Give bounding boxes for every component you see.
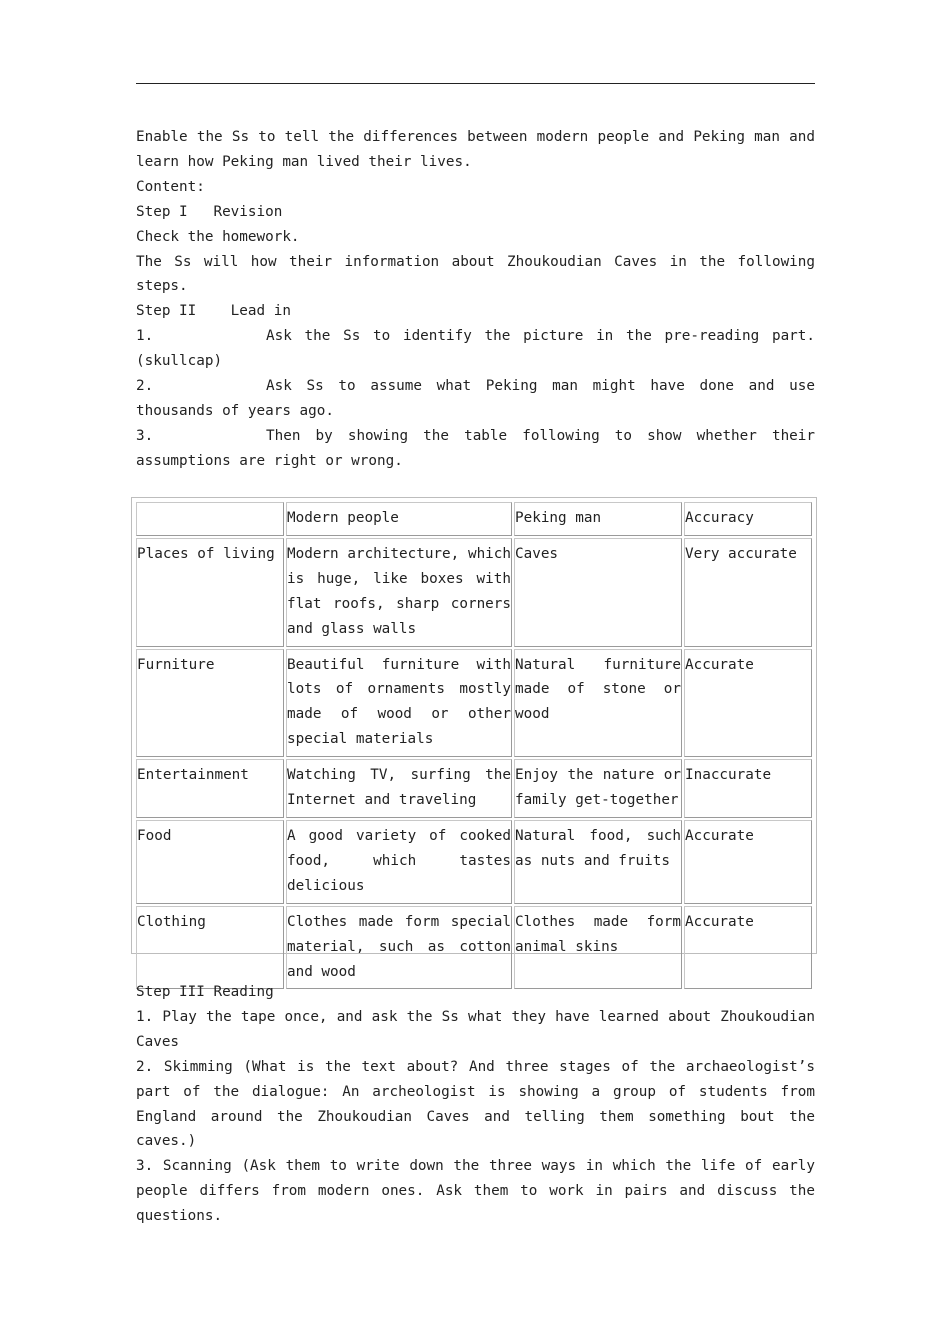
lesson-intro xyxy=(136,125,815,474)
lead-item: 3. Then by showing the table following to show whether their assumptions are right or wrong. xyxy=(136,427,815,469)
table-cell: Enjoy the nature or family get-together xyxy=(514,759,682,818)
table-cell: Beautiful furniture with lots of ornaments mostly made of wood or other special materials xyxy=(286,649,512,758)
step1-line2: The Ss will how their information about Zhoukoudian Caves in the following steps. xyxy=(136,253,815,295)
table-cell: A good variety of cooked food, which tastes delicious xyxy=(286,820,512,904)
table-cell: Accurate xyxy=(684,649,812,758)
table-cell: Accurate xyxy=(684,820,812,904)
table-cell: Watching TV, surfing the Internet and traveling xyxy=(286,759,512,818)
table-cell: Inaccurate xyxy=(684,759,812,818)
header-rule xyxy=(136,83,815,84)
table-header-row xyxy=(136,502,812,536)
reading-item: 3. Scanning (Ask them to write down the three ways in which the life of early people differs from modern ones. Ask them to work in pairs and discuss the questions. xyxy=(136,1158,815,1225)
table-row xyxy=(136,538,812,647)
step2-title: Step II Lead in xyxy=(136,303,291,320)
lead-item: 2. Ask Ss to assume what Peking man might have done and use thousands of years ago. xyxy=(136,378,815,419)
table-cell: Clothing xyxy=(136,906,284,990)
table-cell: Places of living xyxy=(136,538,284,647)
lead-item: 1. Ask the Ss to identify the picture in the pre-reading part. (skullcap) xyxy=(136,328,815,370)
table-cell: Natural food, such as nuts and fruits xyxy=(514,820,682,904)
table-cell: Clothes made form animal skins xyxy=(514,906,682,990)
step1-line1: Check the homework. xyxy=(136,228,300,245)
header-cell xyxy=(136,502,284,536)
header-cell: Modern people xyxy=(286,502,512,536)
reading-item: 1. Play the tape once, and ask the Ss what they have learned about Zhoukoudian Caves xyxy=(136,1008,815,1050)
reading-item: 2. Skimming (What is the text about? And three stages of the archaeologist’s part of the dialogue: An archeologist is showing a group of students from England around the Zhoukoudian Caves and telling them something bout the caves.) xyxy=(136,1058,815,1150)
reading-section xyxy=(136,980,815,1229)
header-cell: Accuracy xyxy=(684,502,812,536)
header-cell: Peking man xyxy=(514,502,682,536)
table-row xyxy=(136,906,812,990)
table-cell: Very accurate xyxy=(684,538,812,647)
comparison-table xyxy=(131,497,817,980)
table-cell: Furniture xyxy=(136,649,284,758)
table-cell: Accurate xyxy=(684,906,812,990)
table-cell: Modern architecture, which is huge, like boxes with flat roofs, sharp corners and glass walls xyxy=(286,538,512,647)
table-row xyxy=(136,820,812,904)
table-cell: Entertainment xyxy=(136,759,284,818)
table-cell: Natural furniture made of stone or wood xyxy=(514,649,682,758)
table-cell: Clothes made form special material, such as cotton and wood xyxy=(286,906,512,990)
table-row xyxy=(136,759,812,818)
objective-text: Enable the Ss to tell the differences between modern people and Peking man and learn how Peking man lived their lives. xyxy=(136,129,815,170)
content-label: Content: xyxy=(136,178,205,195)
table-row xyxy=(136,649,812,758)
step1-title: Step I Revision xyxy=(136,203,283,220)
table-cell: Caves xyxy=(514,538,682,647)
step3-title: Step III Reading xyxy=(136,984,274,1000)
table-cell: Food xyxy=(136,820,284,904)
